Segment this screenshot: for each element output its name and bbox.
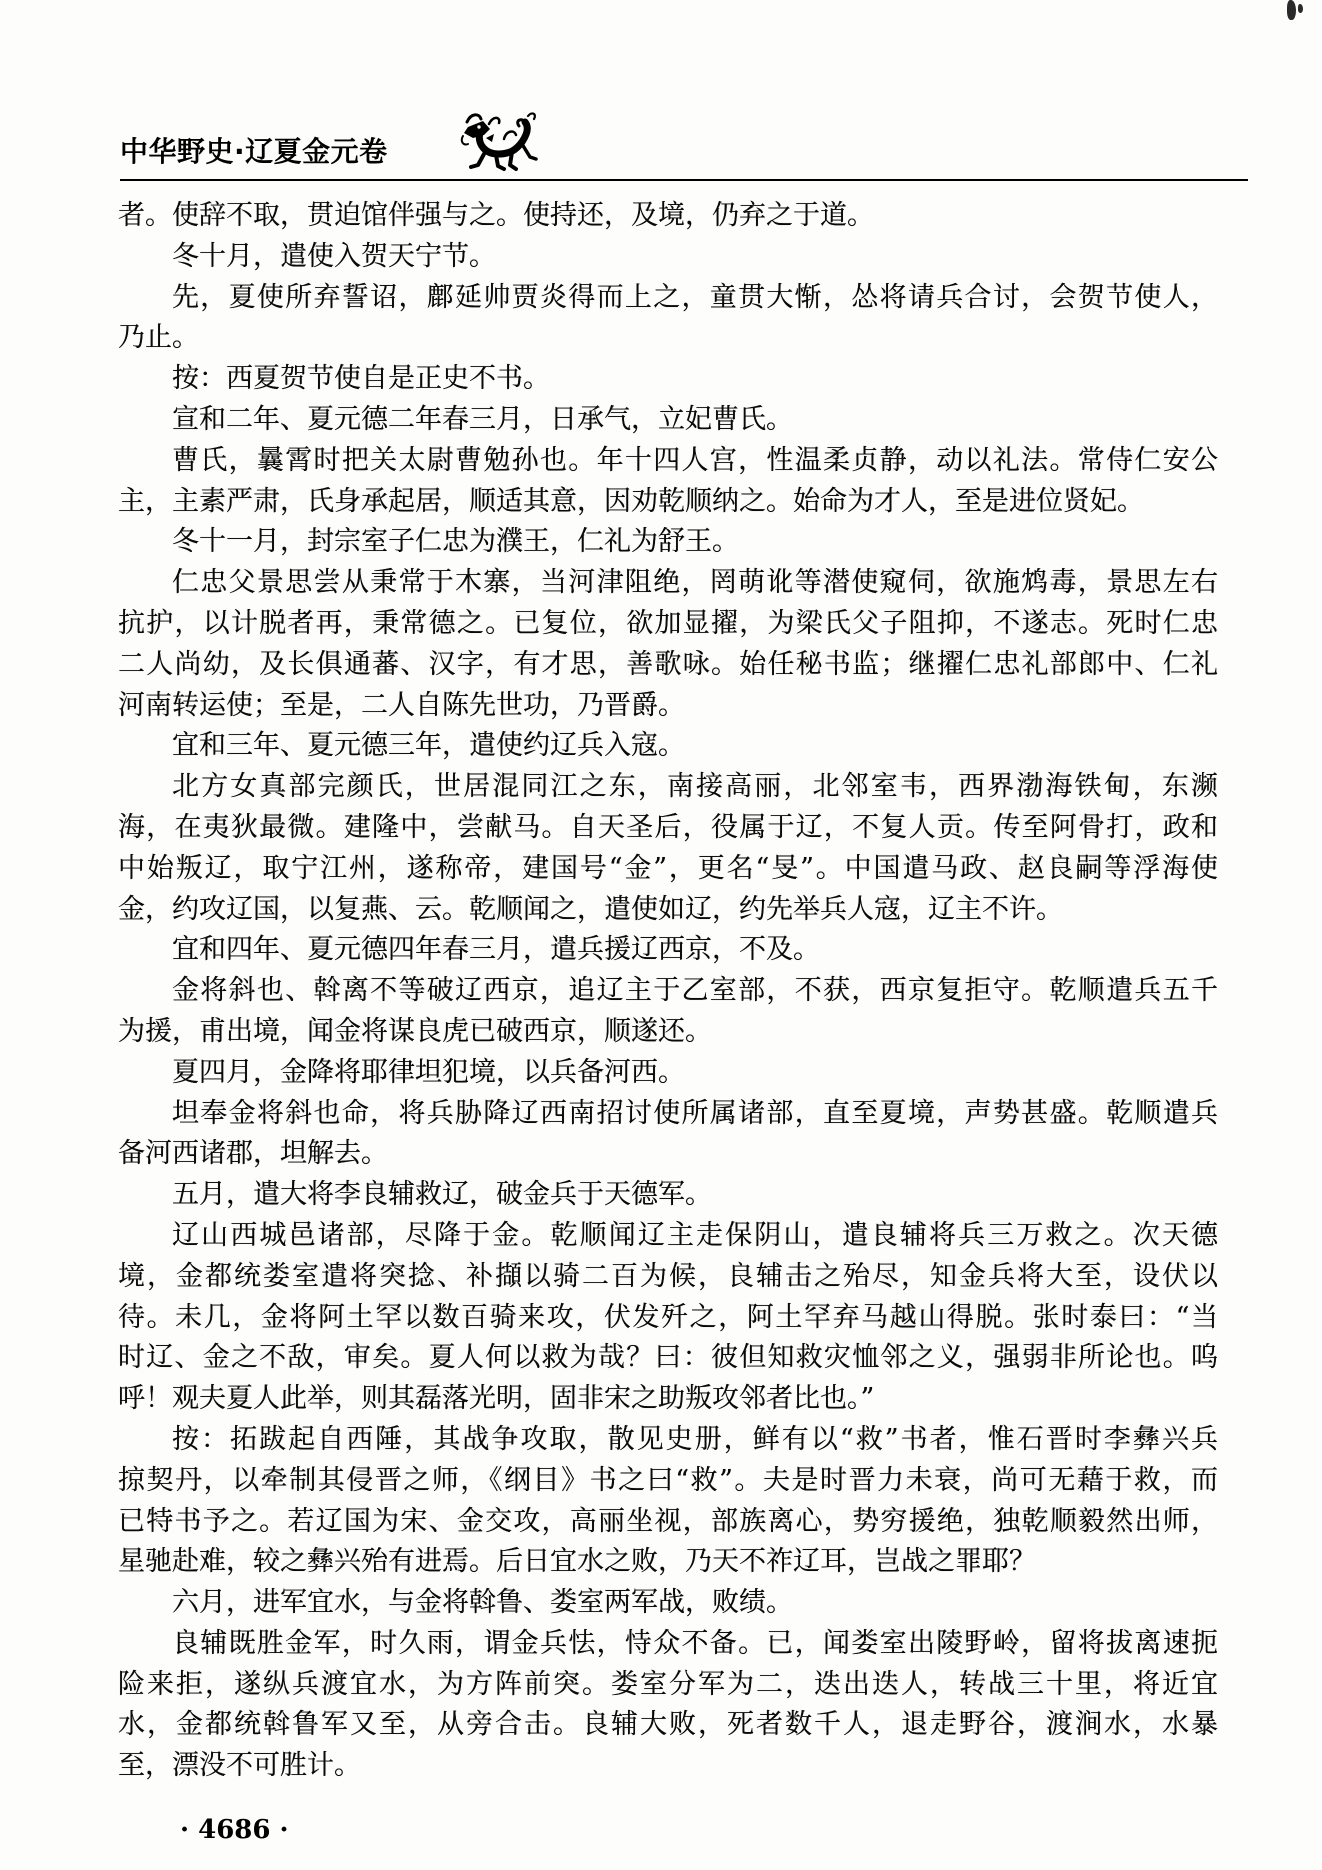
paragraph (118, 726, 1218, 767)
text-line: 呼！观夫夏人此举，则其磊落光明，固非宋之助叛攻邻者比也。” (118, 1383, 875, 1415)
paragraph (118, 1094, 1218, 1176)
text-line: 按：拓跋起自西陲，其战争攻取，散见史册，鲜有以“救”书者，惟石晋时李彝兴兵 (172, 1423, 1218, 1455)
text-line: 河南转运使；至是，二人自陈先世功，乃晋爵。 (118, 689, 685, 721)
text-line: 宣和二年、夏元德二年春三月，日承气，立妃曹氏。 (172, 403, 793, 435)
paragraph (118, 1583, 1218, 1624)
text-line: 至，漂没不可胜计。 (118, 1750, 361, 1782)
text-line: 乃止。 (118, 322, 199, 354)
running-head-title: 中华野史·辽夏金元卷 (120, 135, 388, 168)
scan-speck (1298, 4, 1303, 13)
body-text (118, 196, 1218, 1787)
text-line: 北方女真部完颜氏，世居混同江之东，南接高丽，北邻室韦，西界渤海铁甸，东濒 (172, 771, 1218, 803)
text-line: 境，金都统娄室遣将突捻、补擷以骑二百为候，良辅击之殆尽，知金兵将大至，设伏以 (118, 1260, 1218, 1292)
scan-speck (1287, 0, 1296, 20)
paragraph (118, 400, 1218, 441)
text-line: 抗护，以计脱者再，秉常德之。已复位，欲加显擢，为梁氏父子阻抑，不遂志。死时仁忠 (118, 607, 1218, 639)
dragon-icon (458, 108, 540, 176)
paragraph (118, 930, 1218, 971)
paragraph (118, 971, 1218, 1053)
text-line: 海，在夷狄最微。建隆中，尝献马。自天圣后，役属于辽，不复人贡。传至阿骨打，政和 (118, 811, 1218, 843)
text-line: 按：西夏贺节使自是正史不书。 (172, 363, 550, 395)
text-line: 待。未几，金将阿土罕以数百骑来攻，伏发歼之，阿土罕弃马越山得脱。张时泰曰：“当 (118, 1301, 1218, 1333)
paragraph (118, 1175, 1218, 1216)
text-line: 险来拒，遂纵兵渡宜水，为方阵前突。娄室分军为二，迭出迭人，转战三十里，将近宜 (118, 1668, 1218, 1700)
text-line: 二人尚幼，及长俱通蕃、汉字，有才思，善歌咏。始任秘书监；继擢仁忠礼部郎中、仁礼 (118, 648, 1218, 680)
text-line: 先，夏使所弃誓诏，鄜延帅贾炎得而上之，童贯大惭，怂将请兵合讨，会贺节使人， (172, 281, 1218, 313)
text-line: 曹氏，曩霄时把关太尉曹勉孙也。年十四人宫，性温柔贞静，动以礼法。常侍仁安公 (172, 444, 1218, 476)
paragraph (118, 196, 1218, 237)
paragraph (118, 563, 1218, 726)
text-line: 辽山西城邑诸部，尽降于金。乾顺闻辽主走保阴山，遣良辅将兵三万救之。次天德 (172, 1219, 1218, 1251)
page-number: · 4686 · (180, 1815, 289, 1845)
text-line: 宜和四年、夏元德四年春三月，遣兵援辽西京，不及。 (172, 934, 820, 966)
text-line: 水，金都统斡鲁军又至，从旁合击。良辅大败，死者数千人，退走野谷，渡涧水，水暴 (118, 1709, 1218, 1741)
header-rule (120, 179, 1248, 181)
text-line: 为援，甫出境，闻金将谋良虎已破西京，顺遂还。 (118, 1015, 712, 1047)
text-line: 夏四月，金降将耶律坦犯境，以兵备河西。 (172, 1056, 685, 1088)
text-line: 六月，进军宜水，与金将斡鲁、娄室两军战，败绩。 (172, 1587, 793, 1619)
paragraph (118, 441, 1218, 523)
paragraph (118, 359, 1218, 400)
text-line: 中始叛辽，取宁江州，遂称帝，建国号“金”，更名“旻”。中国遣马政、赵良嗣等浮海使 (118, 852, 1218, 884)
paragraph (118, 1216, 1218, 1420)
text-line: 已特书予之。若辽国为宋、金交攻，高丽坐视，部族离心，势穷援绝，独乾顺毅然出师， (118, 1505, 1218, 1537)
text-line: 宜和三年、夏元德三年，遣使约辽兵入寇。 (172, 730, 685, 762)
text-line: 者。使辞不取，贯迫馆伴强与之。使持还，及境，仍弃之于道。 (118, 200, 874, 231)
text-line: 金，约攻辽国，以复燕、云。乾顺闻之，遣使如辽，约先举兵人寇，辽主不许。 (118, 893, 1063, 925)
paragraph (118, 1053, 1218, 1094)
text-line: 主，主素严肃，氏身承起居，顺适其意，因劝乾顺纳之。始命为才人，至是进位贤妃。 (118, 485, 1144, 517)
text-line: 冬十月，遣使入贺天宁节。 (172, 240, 496, 272)
text-line: 良辅既胜金军，时久雨，谓金兵怯，恃众不备。已，闻娄室出陵野岭，留将拔离速扼 (172, 1627, 1218, 1659)
text-line: 坦奉金将斜也命，将兵胁降辽西南招讨使所属诸部，直至夏境，声势甚盛。乾顺遣兵 (172, 1097, 1218, 1129)
text-line: 仁忠父景思尝从秉常于木寨，当河津阻绝，罔萌讹等潜使窥伺，欲施鸩毒，景思左右 (172, 567, 1218, 599)
paragraph (118, 1420, 1218, 1583)
text-line: 星驰赴难，较之彝兴殆有进焉。后日宜水之败，乃天不祚辽耳，岂战之罪耶？ (118, 1546, 1036, 1578)
text-line: 时辽、金之不敌，审矣。夏人何以救为哉？曰：彼但知救灾恤邻之义，强弱非所论也。呜 (118, 1342, 1218, 1374)
paragraph (118, 1624, 1218, 1787)
text-line: 冬十一月，封宗室子仁忠为濮王，仁礼为舒王。 (172, 526, 739, 558)
running-head-ornament (458, 108, 540, 176)
paragraph (118, 237, 1218, 278)
paragraph (118, 767, 1218, 930)
text-line: 金将斜也、斡离不等破辽西京，追辽主于乙室部，不获，西京复拒守。乾顺遣兵五千 (172, 975, 1218, 1007)
paragraph (118, 278, 1218, 360)
text-line: 掠契丹，以牵制其侵晋之师，《纲目》书之曰“救”。夫是时晋力未衰，尚可无藉于救，而 (118, 1464, 1218, 1496)
text-line: 五月，遣大将李良辅救辽，破金兵于天德军。 (172, 1179, 712, 1211)
paragraph (118, 522, 1218, 563)
text-line: 备河西诸郡，坦解去。 (118, 1138, 388, 1170)
